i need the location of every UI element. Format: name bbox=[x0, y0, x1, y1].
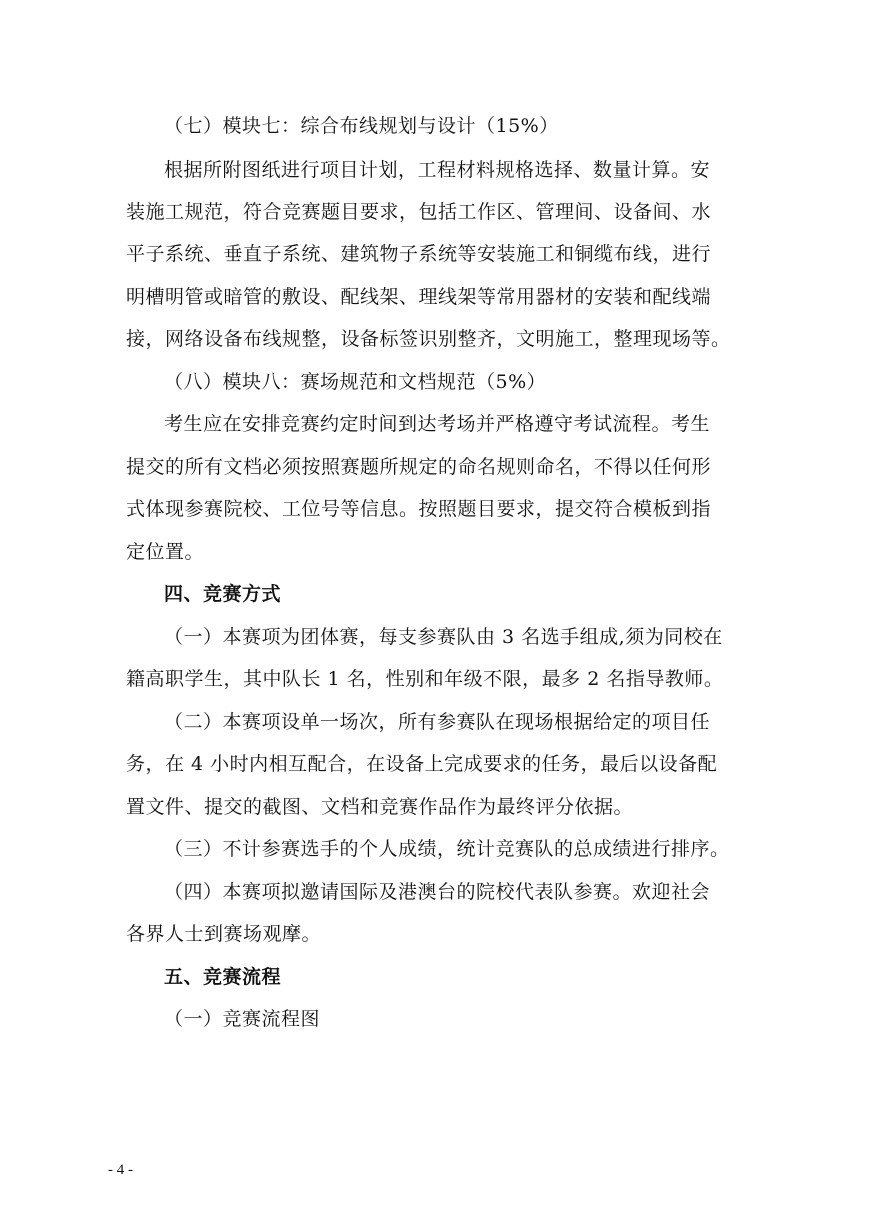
subheading-flowchart: （一）竞赛流程图 bbox=[164, 1008, 321, 1030]
paragraph-line: 式体现参赛院校、工位号等信息。按照题目要求，提交符合模板到指 bbox=[126, 498, 712, 520]
paragraph-line: 籍高职学生，其中队长 1 名，性别和年级不限，最多 2 名指导教师。 bbox=[126, 668, 724, 690]
paragraph-line: 根据所附图纸进行项目计划，工程材料规格选择、数量计算。安 bbox=[164, 159, 711, 181]
paragraph-line: 务，在 4 小时内相互配合，在设备上完成要求的任务，最后以设备配 bbox=[126, 753, 718, 775]
paragraph-line: 各界人士到赛场观摩。 bbox=[126, 923, 322, 945]
paragraph-line: （四）本赛项拟邀请国际及港澳台的院校代表队参赛。欢迎社会 bbox=[164, 881, 711, 903]
paragraph-line: 考生应在安排竞赛约定时间到达考场并严格遵守考试流程。考生 bbox=[164, 413, 711, 435]
section-heading-competition-method: 四、竞赛方式 bbox=[164, 583, 282, 605]
paragraph-line: 装施工规范，符合竞赛题目要求，包括工作区、管理间、设备间、水 bbox=[126, 201, 712, 223]
subheading-module-7: （七）模块七：综合布线规划与设计（15%） bbox=[164, 115, 559, 137]
paragraph-line: 置文件、提交的截图、文档和竞赛作品作为最终评分依据。 bbox=[126, 796, 634, 818]
subheading-module-8: （八）模块八：赛场规范和文档规范（5%） bbox=[164, 371, 547, 393]
paragraph-line: 接，网络设备布线规整，设备标签识别整齐，文明施工，整理现场等。 bbox=[126, 328, 731, 350]
paragraph-line: 定位置。 bbox=[126, 541, 205, 563]
section-heading-competition-process: 五、竞赛流程 bbox=[164, 966, 282, 988]
paragraph-line: 明槽明管或暗管的敷设、配线架、理线架等常用器材的安装和配线端 bbox=[126, 286, 712, 308]
paragraph-line: 平子系统、垂直子系统、建筑物子系统等安装施工和铜缆布线，进行 bbox=[126, 243, 712, 265]
paragraph-line: 提交的所有文档必须按照赛题所规定的命名规则命名，不得以任何形 bbox=[126, 456, 712, 478]
paragraph-line: （三）不计参赛选手的个人成绩，统计竞赛队的总成绩进行排序。 bbox=[164, 838, 730, 860]
paragraph-line: （二）本赛项设单一场次，所有参赛队在现场根据给定的项目任 bbox=[164, 711, 711, 733]
page-number: - 4 - bbox=[108, 1162, 133, 1178]
paragraph-line: （一）本赛项为团体赛，每支参赛队由 3 名选手组成,须为同校在 bbox=[164, 626, 723, 648]
